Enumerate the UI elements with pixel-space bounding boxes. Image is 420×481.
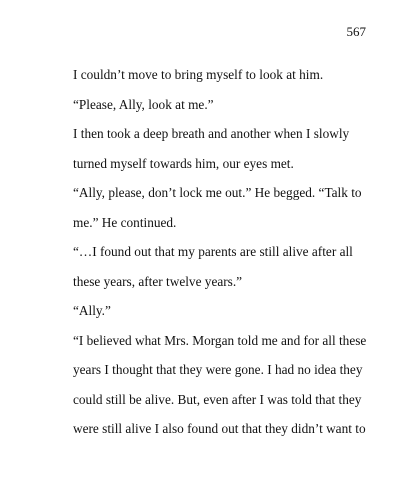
page-number: 567 — [346, 24, 366, 39]
text-line: these years, after twelve years.” — [73, 273, 243, 289]
text-line: “Please, Ally, look at me.” — [73, 96, 214, 112]
text-line: me.” He continued. — [73, 214, 177, 230]
text-line: “Ally.” — [73, 303, 111, 318]
text-line: could still be alive. But, even after I was told that they — [73, 391, 362, 407]
text-line: years I thought that they were gone. I had no idea they — [73, 362, 363, 377]
text-line: “Ally, please, don’t lock me out.” He begged. “Talk to — [73, 185, 362, 200]
text-line: I then took a deep breath and another when I slowly — [73, 126, 350, 141]
text-line: I couldn’t move to bring myself to look at him. — [73, 67, 324, 82]
text-line: “I believed what Mrs. Morgan told me and for all these — [73, 332, 367, 348]
body-text — [73, 60, 383, 444]
text-line: “…I found out that my parents are still alive after all — [73, 244, 353, 259]
text-line: turned myself towards him, our eyes met. — [73, 155, 294, 171]
text-line: were still alive I also found out that they didn’t want to — [73, 421, 366, 436]
